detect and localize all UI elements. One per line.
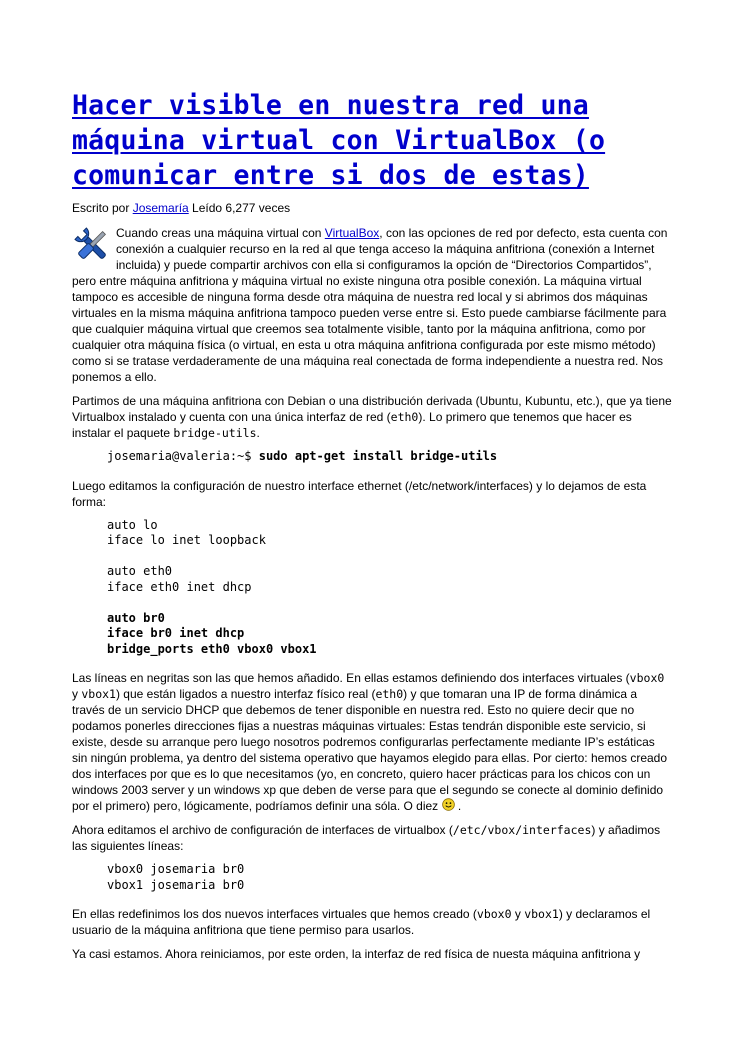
read-count: Leído 6,277 veces [188,201,291,215]
code-vbox0: vbox0 [629,671,665,685]
paragraph-network-config: Luego editamos la configuración de nuestro interface ethernet (/etc/network/interfaces) y lo dejamos de esta forma: [72,478,647,509]
tools-icon [72,226,112,264]
explanation-text-5: . [454,799,462,813]
vbox-text-2: ) y añadimos las siguientes líneas: [72,823,661,853]
article [72,88,672,970]
config-line: auto eth0 [107,564,173,578]
config-line: iface lo inet loopback [107,533,266,547]
intro-text-1: Cuando creas una máquina virtual con [116,226,325,240]
byline [72,201,672,216]
code-block-vbox [107,862,672,893]
explanation-text-4: ) y que tomaran una IP de forma dinámica a través de un servicio DHCP que debemos de tener disponible en nuestra red. Esto no quiere decir que no podamos ponerles direcciones fijas a nuestras máquinas virtuales: Estas tendrán disponible este servicio, si existe, desde su arranque pero luego nosotros podremos configurarlas perfectamente mediante IP’s estáticas sin ningún problema, ya dentro del sistema operativo que hayamos elegido para ellas. Por cierto: hemos creado dos interfaces por que es lo que necesitamos (yo, en concreto, quiero hacer prácticas para los chicos con un windows 2003 server y un windows xp que deben de verse para que el segundo se conecte al dominio definido por el primero) pero, lógicamente, podríamos definir una sóla. O diez [72,687,668,813]
code-eth0: eth0 [375,687,404,701]
config-line: iface eth0 inet dhcp [107,579,252,594]
prereq-text-3: . [256,426,260,440]
vbox-line: vbox1 josemaria br0 [107,877,245,892]
code-vbox1: vbox1 [524,907,559,921]
redefine-text-3: ) y declaramos el usuario de la máquina anfitriona que tiene permiso para usarlos. [72,907,651,937]
paragraph-prereq [72,393,672,441]
prereq-text-1: Partimos de una máquina anfitriona con Debian o una distribución derivada (Ubuntu, Kubuntu, etc.), que ya tiene Virtualbox instalado y cuenta con una única interfaz de red ( [72,394,672,424]
code-block-interfaces [107,518,672,658]
paragraph-vbox-config [72,822,672,854]
intro-text-2: , con las opciones de red por defecto, esta cuenta con conexión a cualquier recurso en la red al que tenga acceso la máquina anfitriona (conexión a Internet incluida) y puede compartir archivos con ella si configuramos la opción de “Directorios Compartidos”, pero entre máquina anfitriona y máquina virtual no existe ninguna otra posible conexión. La máquina virtual tampoco es accesible de ninguna forma desde otra máquina de nuestra red local y si abrimos dos máquinas virtuales en la misma máquina anfitriona tampoco pueden verse entre si. Esto puede cambiarse fácilmente para que cualquier máquina virtual que creemos sea totalmente visible, tanto por la máquina anfitriona, como por cualquier otra máquina física (o virtual, en esta u otra máquina anfitriona configurada por este mismo método) como si se tratase verdaderamente de una máquina real conectada de forma independiente a nuestra red. Nos ponemos a ello. [72,226,668,384]
author-link[interactable]: Josemaría [132,201,189,215]
config-line-bold: iface br0 inet dhcp [107,626,245,640]
smiley-icon [442,798,455,811]
vbox-text-1: Ahora editamos el archivo de configuración de interfaces de virtualbox ( [72,823,453,837]
config-line-bold: bridge_ports eth0 vbox0 vbox1 [107,641,317,656]
code-block-install [107,449,672,465]
redefine-text-2: y [511,907,525,921]
code-eth0: eth0 [390,410,419,424]
prereq-text-2: ). Lo primero que tenemos que hacer es instalar el paquete [72,410,632,440]
explanation-text-2: y [72,687,82,701]
vbox-line: vbox0 josemaria br0 [107,862,245,876]
code-vbox1: vbox1 [81,687,116,701]
code-bridge-utils: bridge-utils [173,426,257,440]
article-title-link[interactable]: Hacer visible en nuestra red una máquina virtual con VirtualBox (o comunicar entre si dos de estas) [72,90,606,191]
config-line-bold: auto br0 [107,610,165,625]
shell-prompt: josemaria@valeria:~$ [107,449,259,463]
paragraph-intro [72,225,672,385]
paragraph-redefine [72,906,672,938]
virtualbox-link[interactable]: VirtualBox [324,226,380,240]
explanation-text-3: ) que están ligados a nuestro interfaz físico real ( [115,687,376,701]
paragraph-explanation [72,670,672,814]
byline-prefix: Escrito por [72,201,133,215]
code-vbox0: vbox0 [476,907,512,921]
install-command: sudo apt-get install bridge-utils [258,449,498,463]
redefine-text-1: En ellas redefinimos los dos nuevos interfaces virtuales que hemos creado ( [72,907,477,921]
config-line: auto lo [107,517,158,532]
explanation-text-1: Las líneas en negritas son las que hemos añadido. En ellas estamos definiendo dos interfaces virtuales ( [72,671,630,685]
code-vbox-interfaces-path: /etc/vbox/interfaces [452,823,592,837]
paragraph-restart: Ya casi estamos. Ahora reiniciamos, por este orden, la interfaz de red física de nuesta máquina anfitriona y [72,947,641,961]
article-title [72,88,672,193]
